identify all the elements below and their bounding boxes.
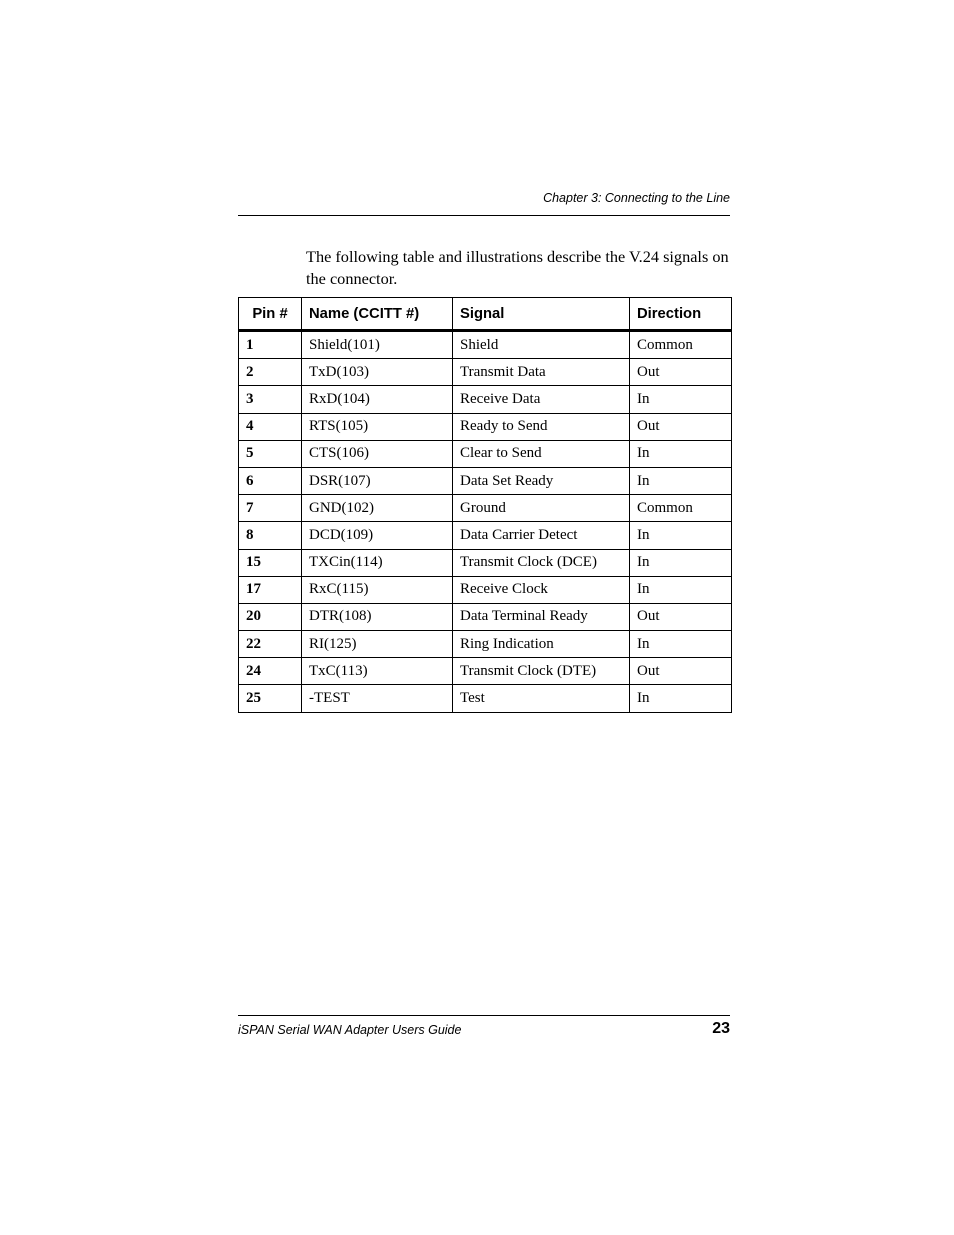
table-row [239,440,732,467]
signal-cell: Test [453,685,630,712]
column-header-name: Name (CCITT #) [302,298,453,331]
pin-cell: 5 [239,440,302,467]
signal-cell: Ground [453,495,630,522]
signal-cell: Transmit Clock (DCE) [453,549,630,576]
signal-cell: Data Set Ready [453,467,630,494]
direction-cell: Out [630,658,732,685]
name-cell: RxC(115) [302,576,453,603]
pin-cell: 8 [239,522,302,549]
signal-cell: Transmit Data [453,359,630,386]
direction-cell: Common [630,495,732,522]
name-cell: DTR(108) [302,603,453,630]
table-row [239,413,732,440]
signal-cell: Ring Indication [453,631,630,658]
signal-cell: Shield [453,331,630,359]
name-cell: DCD(109) [302,522,453,549]
table-row [239,576,732,603]
column-header-signal: Signal [453,298,630,331]
intro-paragraph: The following table and illustrations describe the V.24 signals on the connector. [306,247,729,288]
pin-cell: 25 [239,685,302,712]
direction-cell: In [630,549,732,576]
direction-cell: In [630,386,732,413]
direction-cell: In [630,467,732,494]
table-row [239,685,732,712]
pin-cell: 17 [239,576,302,603]
pin-cell: 3 [239,386,302,413]
signal-cell: Ready to Send [453,413,630,440]
pin-cell: 20 [239,603,302,630]
name-cell: TxC(113) [302,658,453,685]
table-header-row [239,298,732,331]
footer-title: iSPAN Serial WAN Adapter Users Guide [238,1023,462,1037]
pin-cell: 15 [239,549,302,576]
table-row [239,467,732,494]
direction-cell: Out [630,413,732,440]
direction-cell: In [630,522,732,549]
table-row [239,495,732,522]
column-header-direction: Direction [630,298,732,331]
pin-cell: 24 [239,658,302,685]
table-row [239,549,732,576]
name-cell: DSR(107) [302,467,453,494]
pin-cell: 6 [239,467,302,494]
name-cell: GND(102) [302,495,453,522]
running-head: Chapter 3: Connecting to the Line [543,191,730,205]
pin-cell: 7 [239,495,302,522]
name-cell: RTS(105) [302,413,453,440]
pin-cell: 1 [239,331,302,359]
header-rule [238,215,730,216]
direction-cell: Common [630,331,732,359]
page-number: 23 [712,1020,730,1037]
signal-cell: Clear to Send [453,440,630,467]
name-cell: RxD(104) [302,386,453,413]
pin-cell: 4 [239,413,302,440]
pin-cell: 2 [239,359,302,386]
table-row [239,522,732,549]
column-header-pin: Pin # [239,298,302,331]
table-body [239,331,732,713]
footer-rule [238,1015,730,1016]
signal-cell: Transmit Clock (DTE) [453,658,630,685]
direction-cell: Out [630,603,732,630]
direction-cell: Out [630,359,732,386]
direction-cell: In [630,576,732,603]
table-row [239,386,732,413]
signal-cell: Receive Clock [453,576,630,603]
signal-cell: Data Carrier Detect [453,522,630,549]
name-cell: -TEST [302,685,453,712]
signal-cell: Receive Data [453,386,630,413]
name-cell: Shield(101) [302,331,453,359]
name-cell: TxD(103) [302,359,453,386]
pin-cell: 22 [239,631,302,658]
name-cell: RI(125) [302,631,453,658]
table-row [239,631,732,658]
name-cell: TXCin(114) [302,549,453,576]
table-row [239,359,732,386]
direction-cell: In [630,631,732,658]
direction-cell: In [630,440,732,467]
signal-cell: Data Terminal Ready [453,603,630,630]
name-cell: CTS(106) [302,440,453,467]
table-row [239,658,732,685]
table-row [239,331,732,359]
direction-cell: In [630,685,732,712]
v24-signals-table [238,297,732,713]
table-row [239,603,732,630]
